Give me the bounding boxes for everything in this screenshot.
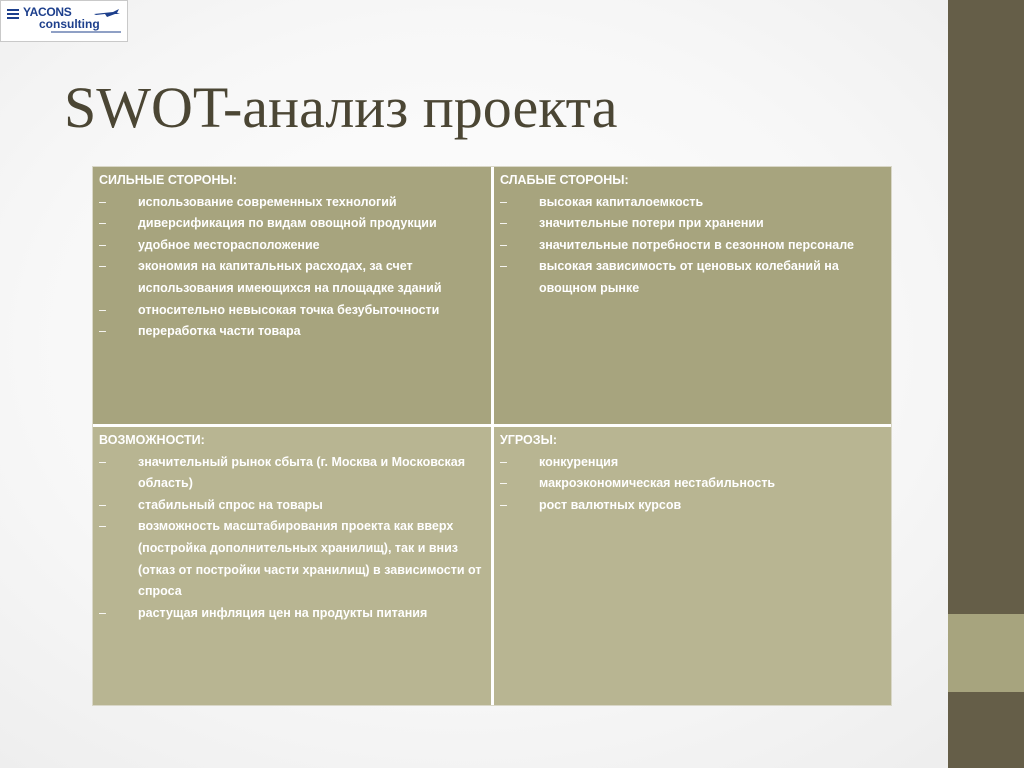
dash-bullet-icon: – [99,302,106,317]
list-item [99,213,485,235]
list-item [99,300,485,322]
list-item-text: высокая зависимость от ценовых колебаний на овощном рынке [539,259,839,295]
dash-bullet-icon: – [500,216,507,231]
dash-bullet-icon: – [99,497,106,512]
dash-bullet-icon: – [99,237,106,252]
logo-text-consulting: consulting [39,17,100,31]
list-item-text: рост валютных курсов [539,497,682,512]
list-item [500,192,885,214]
list-item-text: возможность масштабирования проекта как вверх (постройка дополнительных хранилищ), так и вниз (отказ от постройки части хранилищ) в зависимости от спроса [138,519,482,599]
threats-heading: УГРОЗЫ: [500,433,557,447]
company-logo [0,0,128,42]
list-item [500,452,885,474]
strengths-heading: СИЛЬНЫЕ СТОРОНЫ: [99,173,237,187]
dash-bullet-icon: – [99,324,106,339]
dash-bullet-icon: – [500,237,507,252]
list-item-text: диверсификация по видам овощной продукции [138,216,437,231]
logo-tagline [51,31,121,33]
strengths-cell [93,167,491,424]
weaknesses-cell [494,167,891,424]
opportunities-list [99,452,485,625]
dash-bullet-icon: – [500,194,507,209]
side-bar-accent [948,614,1024,692]
dash-bullet-icon: – [500,476,507,491]
threats-cell [494,427,891,705]
list-item [99,495,485,517]
logo-text-yacons: YACONS [23,5,72,19]
list-item-text: макроэкономическая нестабильность [539,476,776,491]
dash-bullet-icon: – [500,497,507,512]
logo-speed-lines-icon [7,9,19,23]
slide-title: SWOT-анализ проекта [64,75,618,140]
threats-list [500,452,885,517]
list-item [99,235,485,257]
dash-bullet-icon: – [99,216,106,231]
list-item [500,256,885,299]
dash-bullet-icon: – [99,259,106,274]
dash-bullet-icon: – [99,194,106,209]
list-item-text: использование современных технологий [138,194,397,209]
list-item-text: экономия на капитальных расходах, за счет использования имеющихся на площадке зданий [138,259,442,295]
list-item-text: удобное месторасположение [138,237,320,252]
opportunities-cell [93,427,491,705]
list-item [500,235,885,257]
dash-bullet-icon: – [500,259,507,274]
list-item [99,516,485,602]
list-item [500,495,885,517]
dash-bullet-icon: – [500,454,507,469]
weaknesses-list [500,192,885,300]
dash-bullet-icon: – [99,519,106,534]
opportunities-heading: ВОЗМОЖНОСТИ: [99,433,205,447]
list-item [99,603,485,625]
list-item-text: стабильный спрос на товары [138,497,323,512]
list-item-text: значительные потери при хранении [539,216,764,231]
weaknesses-heading: СЛАБЫЕ СТОРОНЫ: [500,173,629,187]
list-item-text: значительный рынок сбыта (г. Москва и Московская область) [138,454,466,491]
list-item [500,213,885,235]
list-item [99,256,485,299]
list-item [500,473,885,495]
dash-bullet-icon: – [99,605,106,620]
list-item-text: переработка части товара [138,324,301,339]
list-item [99,452,485,495]
list-item-text: растущая инфляция цен на продукты питания [138,605,428,620]
list-item [99,321,485,343]
list-item-text: высокая капиталоемкость [539,194,704,209]
list-item-text: значительные потребности в сезонном персонале [539,237,854,252]
list-item-text: относительно невысокая точка безубыточности [138,302,440,317]
airplane-icon [93,8,121,18]
swot-table [92,166,892,706]
dash-bullet-icon: – [99,454,106,469]
list-item [99,192,485,214]
list-item-text: конкуренция [539,454,619,469]
strengths-list [99,192,485,343]
